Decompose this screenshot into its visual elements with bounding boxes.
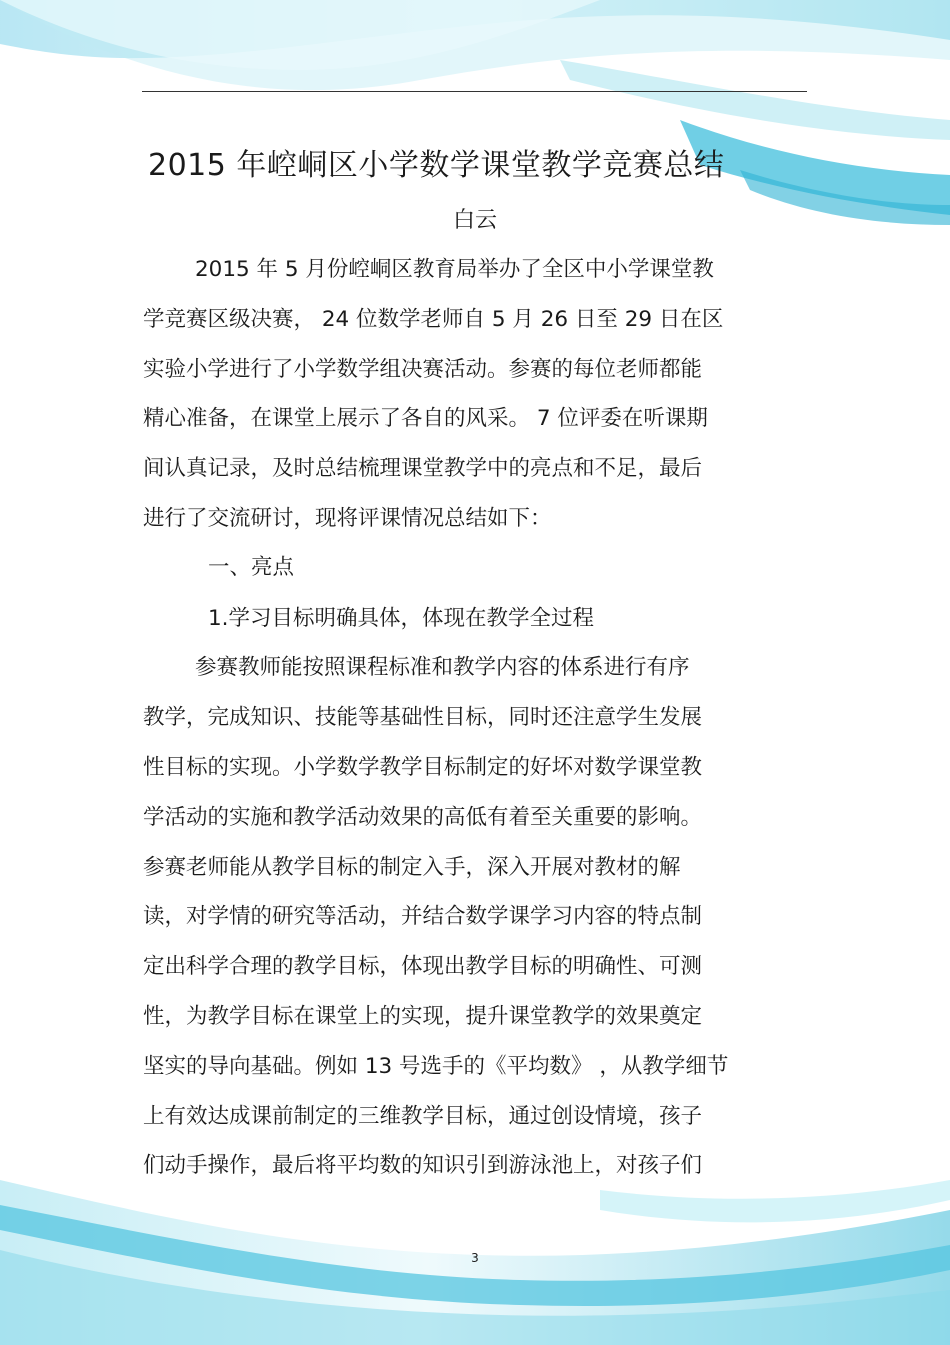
body-line: 性目标的实现。小学数学教学目标制定的好坏对数学课堂教	[143, 755, 703, 780]
body-line: 参赛教师能按照课程标准和教学内容的体系进行有序	[195, 655, 690, 680]
body-line: 精心准备，在课堂上展示了各自的风采。 7 位评委在听课期	[143, 406, 708, 431]
section-heading: 一、亮点	[208, 555, 295, 580]
body-line: 读，对学情的研究等活动，并结合数学课学习内容的特点制	[143, 904, 703, 929]
body-line: 进行了交流研讨，现将评课情况总结如下：	[143, 506, 552, 531]
page-number: 3	[471, 1251, 479, 1265]
body-line: 参赛老师能从教学目标的制定入手，深入开展对教材的解	[143, 855, 681, 880]
body-line: 实验小学进行了小学数学组决赛活动。参赛的每位老师都能	[143, 357, 703, 382]
header-rule	[142, 91, 807, 92]
body-line: 2015 年 5 月份崆峒区教育局举办了全区中小学课堂教	[195, 257, 714, 282]
body-line: 学活动的实施和教学活动效果的高低有着至关重要的影响。	[143, 805, 703, 830]
body-line: 间认真记录，及时总结梳理课堂教学中的亮点和不足，最后	[143, 456, 703, 481]
subsection-heading: 1.学习目标明确具体，体现在教学全过程	[208, 606, 595, 631]
body-line: 定出科学合理的教学目标，体现出教学目标的明确性、可测	[143, 954, 703, 979]
body-line: 上有效达成课前制定的三维教学目标，通过创设情境，孩子	[143, 1104, 703, 1129]
body-line: 学竞赛区级决赛， 24 位数学老师自 5 月 26 日至 29 日在区	[143, 307, 724, 332]
body-line: 们动手操作，最后将平均数的知识引到游泳池上，对孩子们	[143, 1153, 703, 1178]
document-title: 2015 年崆峒区小学数学课堂教学竞赛总结	[148, 148, 725, 183]
body-line: 坚实的导向基础。例如 13 号选手的《平均数》 ，从教学细节	[143, 1054, 729, 1079]
author-name: 白云	[452, 208, 497, 233]
body-line: 教学，完成知识、技能等基础性目标，同时还注意学生发展	[143, 705, 703, 730]
body-line: 性，为教学目标在课堂上的实现，提升课堂教学的效果奠定	[143, 1004, 703, 1029]
